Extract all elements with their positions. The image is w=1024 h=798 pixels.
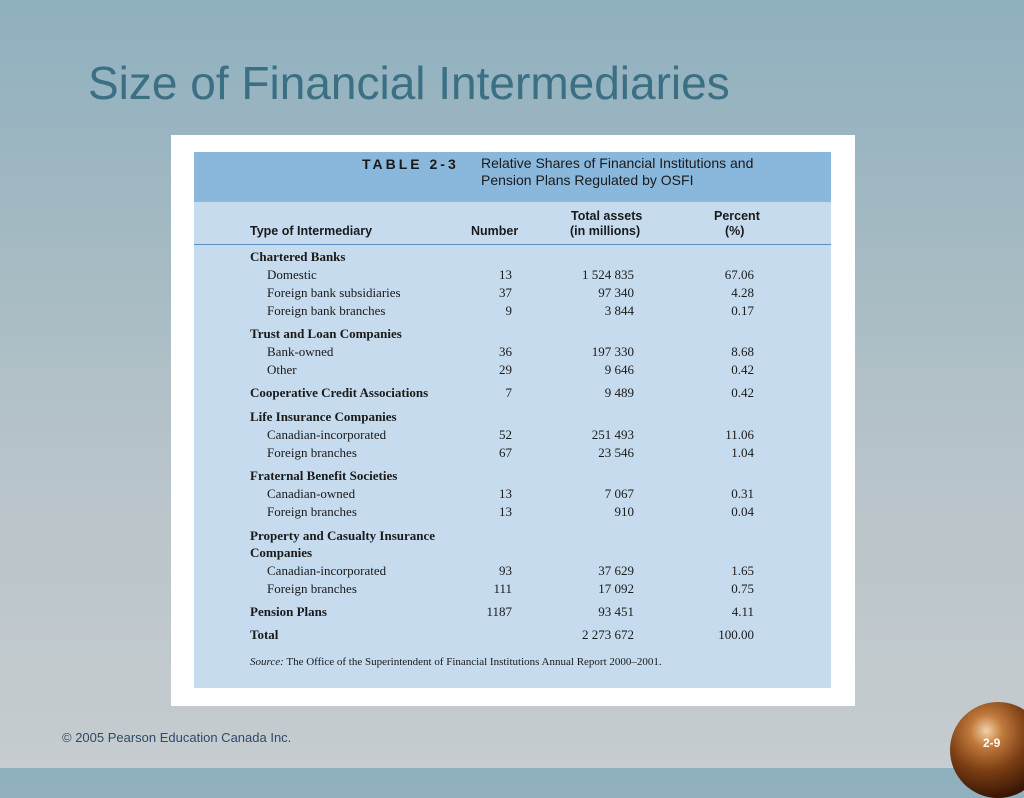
- row-percent: 8.68: [731, 344, 754, 359]
- row-assets: 197 330: [591, 344, 634, 359]
- row-number: 52: [499, 427, 512, 442]
- row-name: Pension Plans: [250, 604, 327, 619]
- row-number: 7: [505, 385, 512, 400]
- copyright-footer: © 2005 Pearson Education Canada Inc.: [62, 730, 292, 745]
- table-row: [194, 266, 831, 284]
- row-name: Foreign branches: [267, 445, 357, 460]
- row-percent: 0.42: [731, 362, 754, 377]
- row-assets: 910: [614, 504, 634, 519]
- column-header-assets-line1: Total assets: [571, 209, 643, 223]
- source-text: The Office of the Superintendent of Financial Institutions Annual Report 2000–2001.: [286, 656, 662, 668]
- row-number: 37: [499, 285, 512, 300]
- page-number: 2-9: [983, 736, 1001, 750]
- row-percent: 0.17: [731, 303, 754, 318]
- column-header-percent-line1: Percent: [714, 209, 760, 223]
- row-number: 36: [499, 344, 512, 359]
- slide-title: Size of Financial Intermediaries: [88, 57, 730, 109]
- column-header-type: Type of Intermediary: [250, 224, 373, 238]
- row-percent: 11.06: [725, 427, 754, 442]
- row-percent: 1.04: [731, 445, 754, 460]
- column-header-number: Number: [471, 224, 519, 238]
- table-row: [194, 503, 831, 521]
- table-row: [194, 284, 831, 302]
- row-name: Foreign branches: [267, 504, 357, 519]
- table-panel: [194, 152, 831, 688]
- row-name: Canadian-owned: [267, 486, 356, 501]
- row-number: 9: [505, 303, 512, 318]
- row-percent: 100.00: [718, 627, 754, 642]
- table-label: TABLE 2-3: [362, 156, 459, 172]
- row-percent: 0.31: [731, 486, 754, 501]
- table-row: [194, 361, 831, 379]
- row-assets: 1 524 835: [582, 267, 634, 282]
- row-name: Companies: [250, 545, 313, 560]
- table-caption: Relative Shares of Financial Institutions and Pension Plans Regulated by OSFI: [481, 155, 754, 188]
- row-number: 93: [499, 563, 512, 578]
- row-percent: 4.11: [731, 604, 754, 619]
- table-header-band: [194, 152, 831, 202]
- table-source: [250, 656, 662, 668]
- row-number: 111: [493, 581, 512, 596]
- row-name: Bank-owned: [267, 344, 334, 359]
- row-percent: 1.65: [731, 563, 754, 578]
- row-assets: 97 340: [598, 285, 634, 300]
- table-row: [194, 580, 831, 598]
- table-row-group: [194, 544, 831, 562]
- table-row: [194, 426, 831, 444]
- row-assets: 17 092: [598, 581, 634, 596]
- row-assets: 37 629: [598, 563, 634, 578]
- row-assets: 23 546: [598, 445, 634, 460]
- row-name: Foreign branches: [267, 581, 357, 596]
- row-name: Foreign bank subsidiaries: [267, 285, 401, 300]
- row-name: Canadian-incorporated: [267, 427, 387, 442]
- row-number: 13: [499, 267, 512, 282]
- column-header-assets-line2: (in millions): [570, 224, 641, 238]
- row-number: 13: [499, 504, 512, 519]
- row-percent: 0.75: [731, 581, 754, 596]
- table-row-group: [194, 527, 831, 545]
- table-row: [194, 444, 831, 462]
- row-assets: 251 493: [591, 427, 634, 442]
- row-name: Fraternal Benefit Societies: [250, 468, 398, 483]
- decorative-orb-icon: [950, 702, 1024, 798]
- row-number: 67: [499, 445, 512, 460]
- row-assets: 93 451: [598, 604, 634, 619]
- table-row-group: [194, 325, 831, 343]
- row-number: 13: [499, 486, 512, 501]
- row-assets: 3 844: [604, 303, 634, 318]
- table-row-group: [194, 467, 831, 485]
- row-percent: 0.04: [731, 504, 754, 519]
- row-name: Property and Casualty Insurance: [250, 528, 436, 543]
- row-name: Total: [250, 627, 279, 642]
- row-name: Life Insurance Companies: [250, 409, 397, 424]
- row-name: Cooperative Credit Associations: [250, 385, 429, 400]
- row-name: Canadian-incorporated: [267, 563, 387, 578]
- table-row-total: [194, 626, 831, 644]
- row-assets: 2 273 672: [582, 627, 634, 642]
- row-name: Other: [267, 362, 297, 377]
- row-percent: 4.28: [731, 285, 754, 300]
- row-name: Foreign bank branches: [267, 303, 386, 318]
- table-row-group: [194, 248, 831, 266]
- row-percent: 0.42: [731, 385, 754, 400]
- row-name: Chartered Banks: [250, 249, 346, 264]
- table-row: [194, 562, 831, 580]
- source-label: Source:: [250, 656, 284, 668]
- table-row: [194, 485, 831, 503]
- row-assets: 9 489: [604, 385, 634, 400]
- row-assets: 9 646: [604, 362, 634, 377]
- header-divider: [194, 244, 831, 245]
- row-name: Domestic: [267, 267, 317, 282]
- column-header-percent-line2: (%): [725, 224, 745, 238]
- row-percent: 67.06: [724, 267, 754, 282]
- row-number: 1187: [486, 604, 512, 619]
- table-row: [194, 302, 831, 320]
- table-row-group: [194, 603, 831, 621]
- row-name: Trust and Loan Companies: [250, 326, 402, 341]
- row-assets: 7 067: [604, 486, 634, 501]
- table-row-group: [194, 384, 831, 402]
- table-row: [194, 343, 831, 361]
- row-number: 29: [499, 362, 512, 377]
- table-row-group: [194, 408, 831, 426]
